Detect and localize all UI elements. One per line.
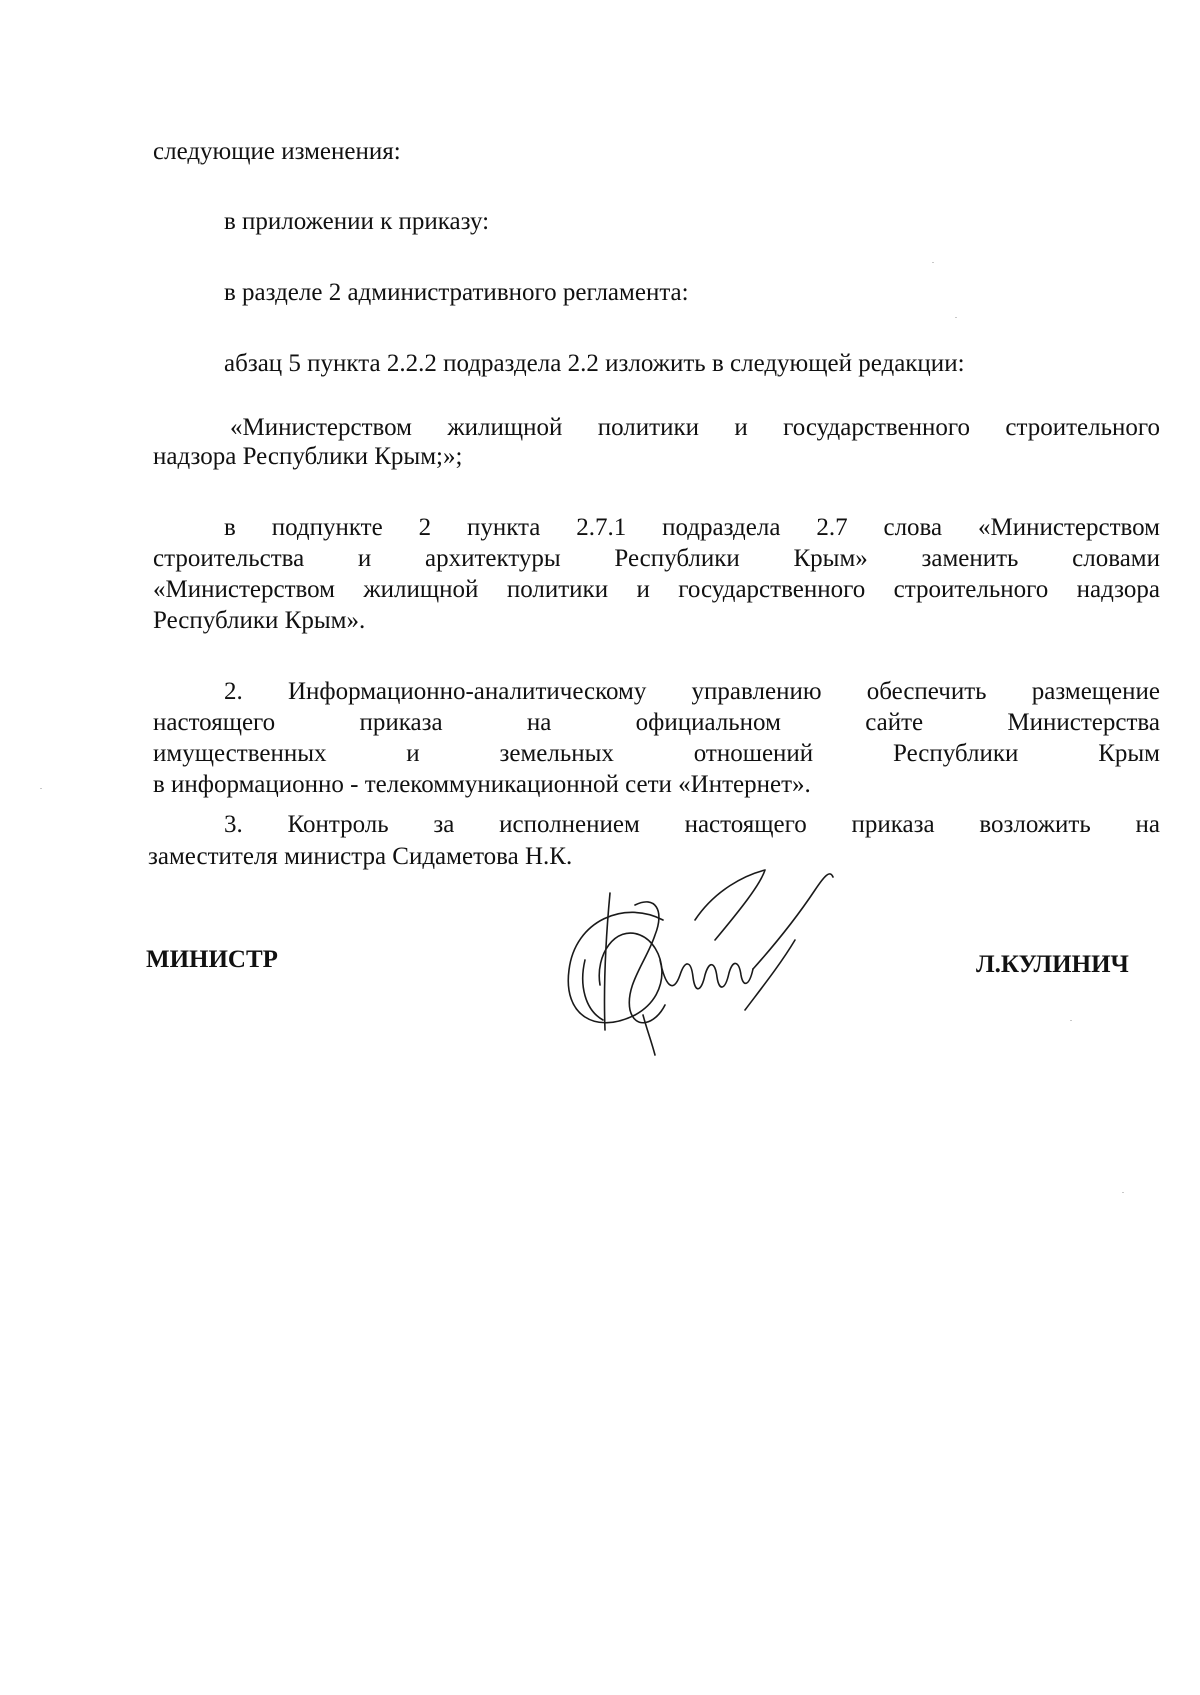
paragraph-subsection-line: абзац 5 пункта 2.2.2 подраздела 2.2 изложить в следующей редакции:	[224, 350, 965, 377]
paragraph-intro-line: следующие изменения:	[153, 138, 401, 165]
scan-speck	[1070, 1020, 1072, 1021]
signatory-name: Л.КУЛИНИЧ	[976, 951, 1129, 978]
replace-line-4: Республики Крым».	[153, 607, 366, 634]
item-3-line-1: 3. Контроль за исполнением настоящего приказа возложить на	[224, 811, 1160, 838]
replace-line-3: «Министерством жилищной политики и государственного строительного надзора	[153, 576, 1160, 603]
paragraph-section-line: в разделе 2 административного регламента:	[224, 279, 689, 306]
item-3-line-2: заместителя министра Сидаметова Н.К.	[148, 843, 573, 870]
item-2-line-2: настоящего приказа на официальном сайте Министерства	[153, 709, 1160, 736]
scan-speck	[955, 317, 957, 318]
replace-line-2: строительства и архитектуры Республики Крым» заменить словами	[153, 545, 1160, 572]
scan-speck	[40, 788, 42, 789]
quote-line-1: «Министерством жилищной политики и государственного строительного	[230, 414, 1160, 441]
item-2-line-4: в информационно - телекоммуникационной сети «Интернет».	[153, 771, 811, 798]
handwritten-signature	[555, 865, 885, 1065]
quote-line-2: надзора Республики Крым;»;	[153, 443, 463, 470]
item-2-line-3: имущественных и земельных отношений Республики Крым	[153, 740, 1160, 767]
scan-speck	[1122, 1192, 1124, 1193]
replace-line-1: в подпункте 2 пункта 2.7.1 подраздела 2.7 слова «Министерством	[224, 514, 1160, 541]
item-2-line-1: 2. Информационно-аналитическому управлению обеспечить размещение	[224, 678, 1160, 705]
scan-speck	[932, 262, 934, 263]
signatory-title: МИНИСТР	[146, 946, 278, 973]
paragraph-appendix-line: в приложении к приказу:	[224, 208, 490, 235]
